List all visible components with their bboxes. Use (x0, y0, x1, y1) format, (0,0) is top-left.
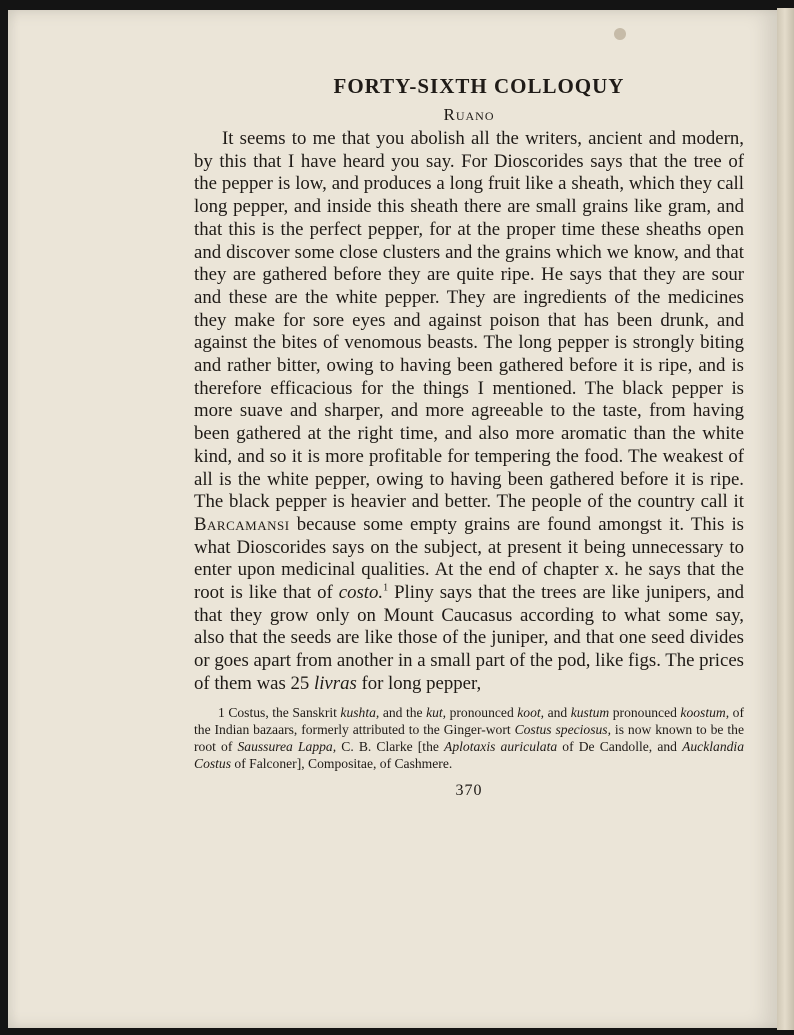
paragraph-segment: because some empty grains are found amongst it. This is what Dioscorides says on the subject, at present it being unnecessary to enter upon medicinal qualities. At the end of chapter x. he says that the root is like that of (194, 513, 744, 604)
footnote-segment: Saussurea Lappa, (237, 738, 337, 754)
footnote-segment: of the Indian bazaars, formerly attributed to the Ginger-wort (194, 704, 744, 737)
body-paragraph (194, 128, 744, 696)
footnote-segment: is now known to be the root of (194, 721, 744, 754)
speaker-name: Ruano (443, 105, 495, 124)
footnote-segment: C. B. Clarke [the (336, 738, 445, 754)
footnote-number: 1 (218, 704, 229, 720)
adjacent-page-edge (777, 8, 794, 1030)
footnote-segment: and the (379, 704, 427, 720)
footnote-segment: Costus, the Sanskrit (228, 704, 341, 720)
page-number: 370 (455, 781, 483, 799)
footnote-marker: 1 (383, 582, 389, 594)
footnote-segment: Aucklandia Costus (194, 738, 744, 771)
footnote-segment: kut, (426, 704, 447, 720)
footnote-segment: kustum (570, 704, 610, 720)
footnote-segment: koot, (517, 704, 545, 720)
footnote-segment: of De Candolle, and (557, 738, 683, 754)
paragraph-segment: livras (313, 672, 357, 694)
chapter-heading: FORTY-SIXTH COLLOQUY (333, 74, 625, 98)
paragraph-segment: It seems to me that you abolish all the writers, ancient and modern, by this that I have heard you say. For Dioscorides says that the tree of the pepper is low, and produces a long fruit like a sheath, which they call long pepper, and inside this sheath there are small grains like gram, and that this is the perfect pepper, for at the proper time these sheaths open and discover some close clusters and the grains which we know, and that they are gathered before they are quite ripe. He says that they are sour and these are the white pepper. They are ingredients of the medicines they make for sore eyes and against poison that has been drunk, and against the bites of venomous beasts. The long pepper is strongly biting and rather bitter, owing to having been gathered before it is ripe, and is therefore efficacious for the things I mentioned. The black pepper is more suave and sharper, and more agreeable to the taste, from having been gathered at the right time, and also more aromatic than the white kind, and so it is more profitable for tempering the food. The weakest of all is the white pepper, owing to having been gathered before it is ripe. The black pepper is heavier and better. The people of the country call it (194, 128, 744, 513)
paragraph-segment: Barcamansi (194, 513, 290, 535)
footnote-segment: pronounced (609, 704, 681, 720)
footnote (194, 704, 744, 772)
footnote-segment: koostum, (680, 704, 730, 720)
footnote-segment: and (544, 704, 571, 720)
footnote-segment: Costus speciosus, (514, 721, 611, 737)
paragraph-segment: for long pepper, (356, 672, 482, 694)
paragraph-segment: Pliny says that the trees are like junipers, and that they grow only on Mount Caucasus according to what some say, also that the seeds are like those of the juniper, and that one seed divides or goes apart from another in a small part of the pod, like figs. The prices of them was 25 (194, 582, 745, 694)
page-content (194, 70, 744, 800)
footnote-segment: of Falconer], Compositae, of Cashmere. (231, 755, 453, 771)
paragraph-segment: costo. (338, 582, 384, 604)
footnote-segment: kushta, (340, 704, 380, 720)
footnote-segment: Aplotaxis auriculata (444, 738, 558, 754)
footnote-segment: pronounced (446, 704, 518, 720)
paper-stain (614, 28, 626, 40)
